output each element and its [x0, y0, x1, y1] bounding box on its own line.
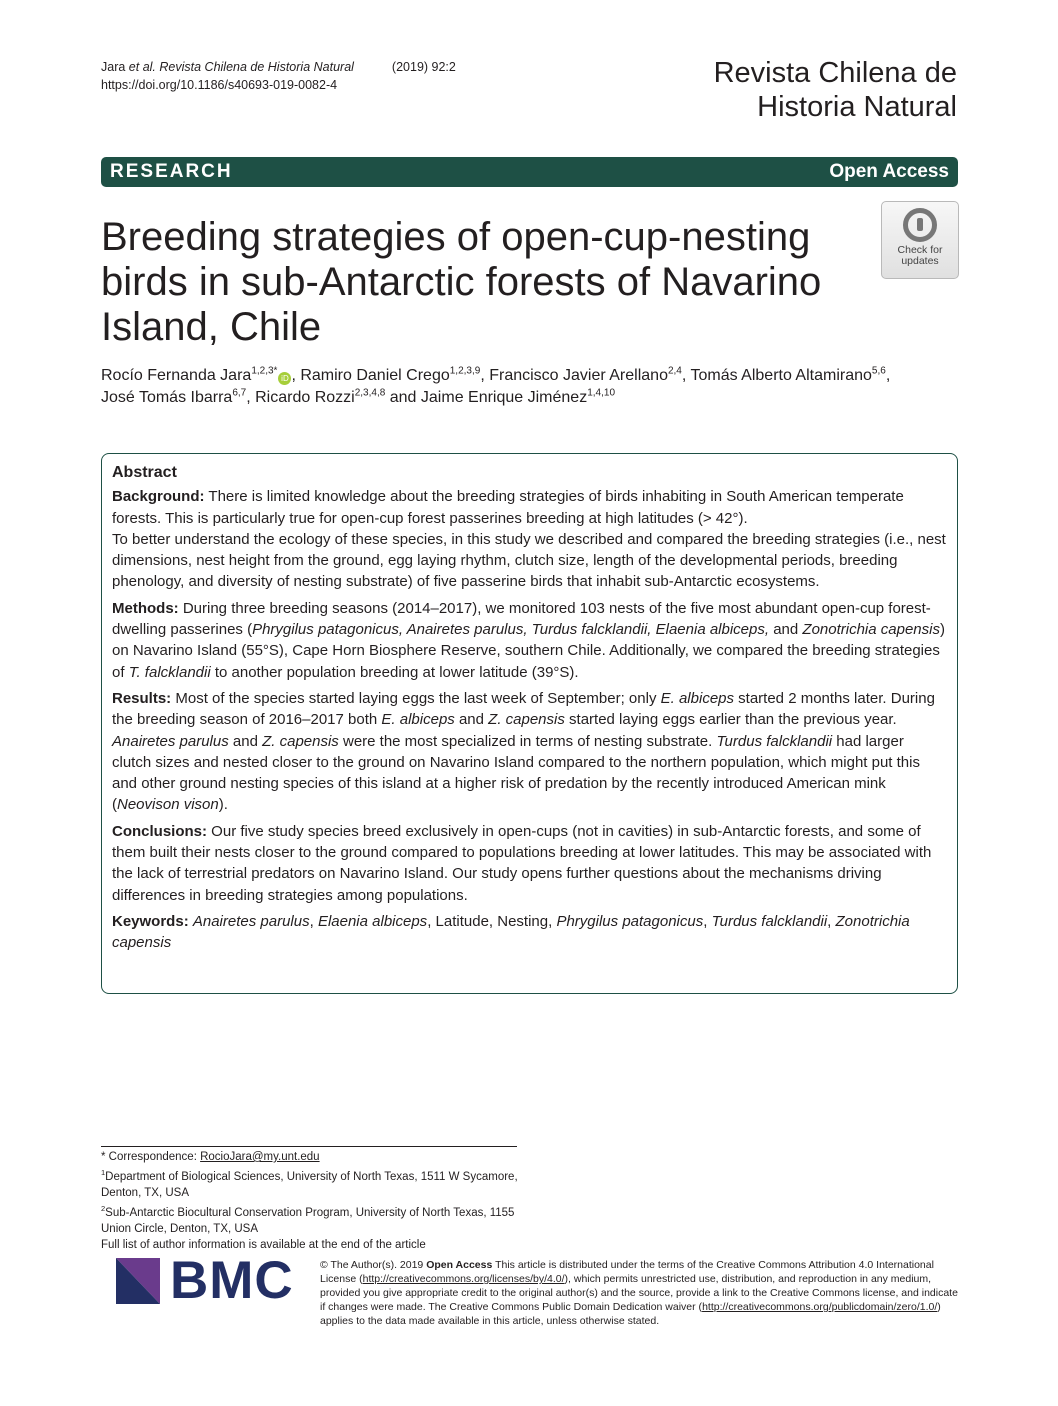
license-text: This article is distributed under the terms of the Creative Commons Attribution 4.0 International License (: [320, 1259, 934, 1285]
orcid-icon[interactable]: iD: [278, 372, 291, 385]
journal-name: [714, 56, 957, 124]
species-name: Anairetes parulus: [112, 732, 229, 750]
abstract-results: [112, 688, 947, 816]
license-text: ) applies to the data made available in this article, unless otherwise stated.: [320, 1301, 941, 1327]
results-text: started 2 months later. During the breeding season of 2016–2017 both: [112, 689, 935, 729]
author-separator: ,: [681, 367, 691, 384]
abstract-keywords: [112, 911, 947, 954]
journal-name-line2: Historia Natural: [757, 91, 957, 123]
keyword: Anairetes parulus: [192, 912, 310, 930]
results-text: started laying eggs earlier than the previous year.: [564, 711, 897, 729]
author-affiliation: 1,2,3*: [251, 365, 278, 377]
results-text: and: [228, 732, 263, 750]
affiliation-number: 2: [101, 1203, 106, 1213]
conclusions-label: Conclusions:: [112, 822, 208, 840]
license-open-access: Open Access: [426, 1259, 493, 1271]
keyword-separator: ,: [309, 912, 318, 930]
author-affiliation: 1,4,10: [587, 387, 616, 399]
check-for-updates-button[interactable]: [881, 201, 959, 279]
bmc-logo-mark: [116, 1258, 166, 1304]
license-text: © The Author(s). 2019: [320, 1259, 427, 1271]
affiliation-text: Department of Biological Sciences, University of North Texas, 1511 W Sycamore, Denton, TX, USA: [101, 1170, 518, 1199]
author-separator: ,: [246, 389, 256, 406]
author-name: Francisco Javier Arellano: [489, 367, 668, 384]
keyword-separator: ,: [427, 912, 436, 930]
citation-journal: Revista Chilena de Historia Natural: [159, 60, 354, 74]
author-name: Ramiro Daniel Crego: [300, 367, 450, 384]
species-name: Turdus falcklandii: [716, 732, 833, 750]
abstract-heading: Abstract: [112, 464, 177, 481]
footnotes: [101, 1149, 521, 1253]
background-text: There is limited knowledge about the breeding strategies of birds inhabiting in South American temperate forests. This is particularly true for open-cup forest passerines breeding at high latitudes (> 42°).: [112, 488, 904, 527]
keyword: Phrygilus patagonicus: [556, 912, 704, 930]
citation-authors: Jara: [101, 60, 129, 74]
journal-name-line1: Revista Chilena de: [713, 57, 957, 89]
article-type-banner: [101, 157, 958, 187]
author-name: Ricardo Rozzi: [255, 389, 355, 406]
keyword: Zonotrichia capensis: [112, 912, 910, 952]
license-link[interactable]: http://creativecommons.org/licenses/by/4.0/: [362, 1273, 565, 1285]
author-separator: ,: [480, 367, 490, 384]
background-label: Background:: [112, 488, 205, 506]
article-title: Breeding strategies of open-cup-nesting birds in sub-Antarctic forests of Navarino Island, Chile: [101, 215, 822, 349]
methods-text: to another population breeding at lower latitude (39°S).: [210, 663, 579, 681]
author-list: [101, 365, 958, 409]
check-for-updates-icon: [903, 208, 937, 242]
license-statement: [320, 1258, 960, 1328]
results-text: were the most specialized in terms of nesting substrate.: [338, 732, 717, 750]
keyword: Latitude, Nesting,: [435, 912, 553, 930]
results-text: had larger clutch sizes and nested closer to the ground on Navarino Island compared to the northern population, which might put this and other ground nesting species of this island at a higher risk of predation by the recently introduced American mink (: [112, 732, 920, 814]
license-text: ), which permits unrestricted use, distribution, and reproduction in any medium, provided you give appropriate credit to the original author(s) and the source, provide a link to the Creative Commons license, and indicate if changes were made. The Creative Commons Public Domain Dedication waiver (: [320, 1273, 958, 1313]
citation-etal: et al.: [128, 60, 156, 74]
background-text-2: To better understand the ecology of these species, in this study we described and compared the breeding strategies (i.e., nest dimensions, nest height from the ground, egg laying rhythm, clutch size, length of the developmental periods, breeding phenology, and diversity of nesting substrate) of five passerine birds that inhabit sub-Antarctic ecosystems.: [112, 530, 946, 591]
abstract-box: [101, 453, 958, 994]
author-affiliation: 2,3,4,8: [354, 387, 386, 399]
bmc-logo: BMC: [170, 1251, 294, 1310]
keyword-separator: ,: [703, 912, 712, 930]
author-separator: ,: [885, 367, 891, 384]
species-name: E. albiceps: [660, 689, 734, 707]
species-name: Zonotrichia capensis: [802, 621, 940, 639]
conclusions-text: Our five study species breed exclusively in open-cups (not in cavities) in sub-Antarctic forests, and some of them built their nests closer to the ground compared to populations breeding at lower latitudes. This may be associated with the lack of terrestrial predators on Navarino Island. Our study opens further questions about the mechanisms driving differences in breeding strategies among populations.: [112, 822, 932, 904]
author-name: Tomás Alberto Altamirano: [690, 367, 872, 384]
affiliation-text: Sub-Antarctic Biocultural Conservation Program, University of North Texas, 1155 Union Circle, Denton, TX, USA: [101, 1206, 515, 1235]
correspondence-label: * Correspondence:: [101, 1151, 201, 1163]
license-waiver-link[interactable]: http://creativecommons.org/publicdomain/zero/1.0/: [702, 1301, 938, 1313]
abstract-methods: [112, 598, 947, 683]
species-name: E. albiceps: [381, 711, 455, 729]
abstract-background: [112, 486, 947, 592]
article-type-label: RESEARCH: [110, 161, 233, 182]
methods-text: ) on Navarino Island (55°S), Cape Horn Biosphere Reserve, southern Chile. Additionally, we compared the breeding strategies of: [112, 621, 945, 681]
abstract-conclusions: [112, 821, 947, 906]
species-name: Phrygilus patagonicus, Anairetes parulus, Turdus falcklandii, Elaenia albiceps,: [252, 621, 770, 639]
full-author-info-note: Full list of author information is available at the end of the article: [101, 1238, 426, 1251]
open-access-label: Open Access: [829, 161, 949, 182]
author-name: Rocío Fernanda Jara: [101, 367, 252, 384]
author-separator: and: [385, 389, 421, 406]
author-affiliation: 1,2,3,9: [449, 365, 481, 377]
keyword: Elaenia albiceps: [317, 912, 428, 930]
results-text: ).: [218, 796, 228, 814]
author-affiliation: 2,4: [667, 365, 682, 377]
author-affiliation: 6,7: [232, 387, 247, 399]
affiliation-1: [101, 1165, 521, 1201]
methods-label: Methods:: [112, 599, 179, 617]
check-for-updates-line1: Check for: [897, 244, 943, 256]
author-name: José Tomás Ibarra: [101, 389, 233, 406]
affiliation-number: 1: [101, 1168, 106, 1177]
species-name: Z. capensis: [488, 711, 565, 729]
author-name: Jaime Enrique Jiménez: [420, 389, 588, 406]
correspondence-email-link[interactable]: RocioJara@my.unt.edu: [200, 1151, 320, 1163]
keyword: Turdus falcklandii: [711, 912, 828, 930]
species-name: Z. capensis: [262, 732, 339, 750]
check-for-updates-line2: updates: [901, 255, 939, 267]
results-text: and: [454, 711, 489, 729]
results-text: Most of the species started laying eggs the last week of September; only: [171, 689, 661, 707]
results-label: Results:: [112, 689, 172, 707]
doi-link[interactable]: https://doi.org/10.1186/s40693-019-0082-4: [101, 78, 338, 92]
keyword-separator: ,: [827, 912, 836, 930]
citation-year: (2019) 92:2: [391, 60, 456, 74]
keywords-label: Keywords:: [112, 912, 189, 930]
species-name: T. falcklandii: [128, 663, 211, 681]
author-separator: ,: [291, 367, 301, 384]
correspondence: [101, 1149, 521, 1165]
methods-text: and: [769, 621, 803, 639]
methods-text: During three breeding seasons (2014–2017), we monitored 103 nests of the five most abundant open-cup forest-dwelling passerines (: [112, 599, 931, 639]
species-name: Neovison vison: [117, 796, 219, 814]
author-affiliation: 5,6: [871, 365, 886, 377]
footnote-divider: [101, 1146, 517, 1147]
citation: [101, 58, 456, 94]
affiliation-2: [101, 1201, 521, 1237]
